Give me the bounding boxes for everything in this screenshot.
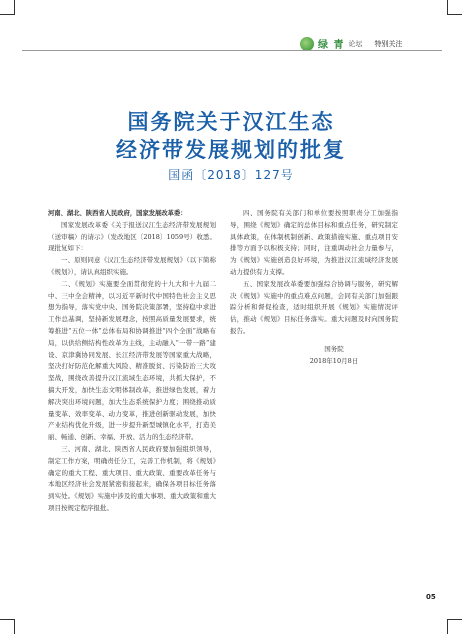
- paragraph-1: 一、原则同意《汉江生态经济带发展规划》（以下简称《规划》），请认真组织实施。: [48, 256, 216, 276]
- paragraph-3: 三、河南、湖北、陕西省人民政府要加强组织领导，制定工作方案，明确责任分工，完善工作机制，将《规划》确定的重大工程、重大项目、重大政策、重要改革任务与本地区经济社会发展紧密衔接起来，确保各项目标任务落到实处。《规划》实施中涉及的重大事项、重大政策和重大项目按规定程序报批。: [48, 444, 216, 512]
- article-title-line-1: 国务院关于汉江生态: [127, 110, 335, 134]
- section-label: 特别关注: [374, 39, 403, 48]
- running-header: [300, 36, 402, 51]
- body-column-right: [230, 208, 398, 367]
- article-title-line-2: 经济带发展规划的批复: [116, 138, 346, 162]
- magazine-brand-sub: 论坛: [348, 39, 363, 48]
- document-number: 国函〔2018〕127号: [168, 168, 294, 182]
- crop-mark-bottom-right: [447, 619, 462, 634]
- addressee: 河南、湖北、陕西省人民政府，国家发展改革委：: [48, 210, 187, 217]
- crop-mark-bottom-left: [0, 619, 15, 634]
- magazine-logo-icon: [300, 37, 314, 51]
- paragraph-2: 二、《规划》实施要全面贯彻党的十九大和十九届二中、三中全会精神，以习近平新时代中国特色社会主义思想为指导，落实党中央、国务院决策部署，坚持稳中求进工作总基调，坚持新发展理念，按照高质量发展要求，统筹推进“五位一体”总体布局和协调推进“四个全面”战略布局，以供给侧结构性改革为主线，主动融入“一带一路”建设、京津冀协同发展、长江经济带发展等国家重大战略，坚决打好防范化解重大风险、精准脱贫、污染防治三大攻坚战，围绕改善提升汉江流域生态环境，共抓大保护，不搞大开发，加快生态文明体制改革，推进绿色发展，着力解决突出环境问题，加大生态系统保护力度；围绕推动质量变革、效率变革、动力变革，推进创新驱动发展，加快产业结构优化升级，进一步提升新型城镇化水平，打造美丽、畅通、创新、幸福、开放、活力的生态经济带。: [48, 279, 216, 442]
- magazine-brand: 绿 青: [318, 40, 345, 51]
- paragraph-intro: 国家发展改革委《关于报送汉江生态经济带发展规划（送审稿）的请示》（发改地区〔2018〕1059号）收悉。现批复如下：: [48, 220, 216, 253]
- crop-mark-top-left: [0, 0, 15, 15]
- paragraph-4: 四、国务院有关部门和单位要按照职责分工加强指导，围绕《规划》确定的总体目标和重点任务，研究制定具体政策，在体制机制创新、政策措施实施、重点项目安排等方面予以积极支持；同时，注重调动社会力量参与，为《规划》实施创造良好环境，为推进汉江流域经济发展动力提供有力支撑。: [230, 209, 398, 276]
- header-divider: [22, 50, 442, 51]
- crop-mark-top-right: [447, 0, 462, 15]
- sign-date: 2018年10月8日: [309, 356, 359, 365]
- signer: 国务院: [324, 344, 344, 353]
- body-column-left: [48, 208, 216, 515]
- paragraph-5: 五、国家发展改革委要加强综合协调与服务，研究解决《规划》实施中的重点难点问题，会同有关部门加强跟踪分析和督促检查，适时组织开展《规划》实施情况评估，推动《规划》目标任务落实。重大问题及时向国务院报告。: [230, 279, 398, 335]
- page-number: 05: [426, 593, 436, 601]
